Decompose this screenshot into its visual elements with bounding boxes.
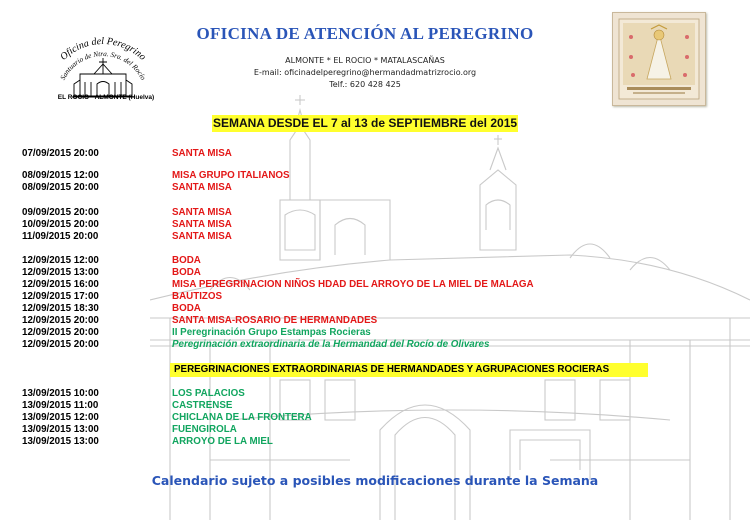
row-event: SANTA MISA (172, 182, 232, 193)
row-date: 12/09/2015 20:00 (22, 327, 99, 338)
row-event: CHICLANA DE LA FRONTERA (172, 412, 312, 423)
row-date: 13/09/2015 12:00 (22, 412, 99, 423)
row-date: 07/09/2015 20:00 (22, 148, 99, 159)
row-date: 12/09/2015 13:00 (22, 267, 99, 278)
row-date: 08/09/2015 20:00 (22, 182, 99, 193)
row-date: 12/09/2015 12:00 (22, 255, 99, 266)
row-date: 10/09/2015 20:00 (22, 219, 99, 230)
row-event: BODA (172, 267, 201, 278)
logo-caption: EL ROCIO - ALMONTE (Huelva) (57, 94, 155, 101)
row-date: 13/09/2015 13:00 (22, 424, 99, 435)
footer-note: Calendario sujeto a posibles modificaciones durante la Semana (151, 473, 599, 488)
section-highlight: PEREGRINACIONES EXTRAORDINARIAS DE HERMANDADES Y AGRUPACIONES ROCIERAS (170, 363, 648, 377)
row-event: SANTA MISA (172, 219, 232, 230)
row-event: Peregrinación extraordinaria de la Hermandad del Rocío de Olivares (172, 339, 490, 350)
row-date: 11/09/2015 20:00 (22, 231, 99, 242)
row-event: ARROYO DE LA MIEL (172, 436, 273, 447)
row-date: 12/09/2015 20:00 (22, 315, 99, 326)
row-date: 13/09/2015 13:00 (22, 436, 99, 447)
row-event: BODA (172, 303, 201, 314)
row-event: CASTRENSE (172, 400, 233, 411)
row-event: II Peregrinación Grupo Estampas Rocieras (172, 327, 371, 338)
logo-text-top: Oficina del Peregrino (58, 36, 148, 63)
location-line: ALMONTE * EL ROCIO * MATALASCAÑAS (285, 56, 445, 65)
row-event: BODA (172, 255, 201, 266)
row-date: 08/09/2015 12:00 (22, 170, 99, 181)
email-line: E-mail: oficinadelperegrino@hermandadmatrizrocio.org (253, 68, 477, 77)
row-date: 12/09/2015 16:00 (22, 279, 99, 290)
virgin-image (612, 12, 706, 106)
row-date: 13/09/2015 11:00 (22, 400, 99, 411)
row-event: MISA GRUPO ITALIANOS (172, 170, 290, 181)
row-event: FUENGIROLA (172, 424, 237, 435)
row-date: 09/09/2015 20:00 (22, 207, 99, 218)
row-date: 12/09/2015 20:00 (22, 339, 99, 350)
logo-text-middle: Santuario de Ntra. Sra. del Rocío (58, 49, 148, 82)
row-event: SANTA MISA-ROSARIO DE HERMANDADES (172, 315, 378, 326)
row-event: BAUTIZOS (172, 291, 223, 302)
row-event: SANTA MISA (172, 148, 232, 159)
phone-line: Telf.: 620 428 425 (329, 80, 401, 89)
week-banner: SEMANA DESDE EL 7 al 13 de SEPTIEMBRE del 2015 (212, 116, 518, 130)
row-date: 13/09/2015 10:00 (22, 388, 99, 399)
row-event: SANTA MISA (172, 207, 232, 218)
row-event: MISA PEREGRINACION NIÑOS HDAD DEL ARROYO DE LA MIEL DE MALAGA (172, 279, 534, 290)
row-date: 12/09/2015 18:30 (22, 303, 99, 314)
page-title: OFICINA DE ATENCIÓN AL PEREGRINO (196, 24, 534, 43)
row-event: LOS PALACIOS (172, 388, 245, 399)
row-date: 12/09/2015 17:00 (22, 291, 99, 302)
row-event: SANTA MISA (172, 231, 232, 242)
